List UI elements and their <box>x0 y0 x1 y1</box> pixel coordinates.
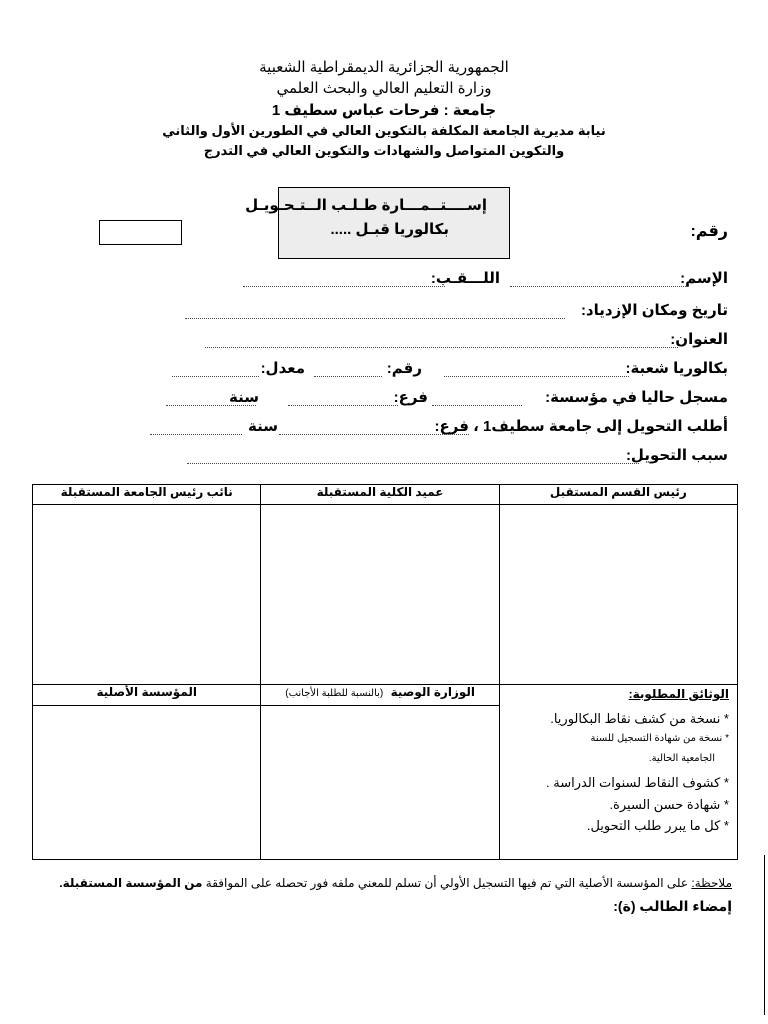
name-label: الإسم: <box>680 270 728 287</box>
doc-item: * شهادة حسن السيرة. <box>609 797 729 812</box>
transfer-label: أطلب التحويل إلى جامعة سطيف1 ، فرع: <box>434 418 728 435</box>
origin-header: المؤسسة الأصلية <box>33 685 261 705</box>
bac-branch-field[interactable] <box>444 376 629 377</box>
reason-label: سبب التحويل: <box>625 447 728 464</box>
enrolled-label: مسجل حاليا في مؤسسة: <box>545 389 728 406</box>
header-republic: الجمهورية الجزائرية الديمقراطية الشعبية <box>259 59 509 76</box>
name-field[interactable] <box>510 286 688 287</box>
doc-item: * كل ما يبرر طلب التحويل. <box>586 818 729 833</box>
approval-header-department: رئيس القسم المستقبل <box>499 485 737 505</box>
docs-header: الوثائق المطلوبة: <box>628 687 729 701</box>
bac-average-label: معدل: <box>260 360 305 377</box>
approvals-table <box>32 484 738 685</box>
enrolled-year-field[interactable] <box>166 405 256 406</box>
enrolled-branch-field[interactable] <box>288 405 398 406</box>
doc-item: الجامعية الحالية. <box>648 753 715 764</box>
approval-header-dean: عميد الكلية المستقبلة <box>261 485 499 505</box>
header-training: والتكوين المتواصل والشهادات والتكوين العالي في التدرج <box>203 143 565 158</box>
birth-label: تاريخ ومكان الإزدياد: <box>580 302 728 319</box>
docs-cell <box>499 685 737 860</box>
birth-field[interactable] <box>185 318 565 319</box>
address-field[interactable] <box>205 347 678 348</box>
bac-number-label: رقم: <box>386 360 422 377</box>
transfer-year-field[interactable] <box>150 434 242 435</box>
address-label: العنوان: <box>670 331 728 348</box>
approval-header-vice-rector: نائب رئيس الجامعة المستقبلة <box>33 485 261 505</box>
header-ministry: وزارة التعليم العالي والبحث العلمي <box>276 80 492 97</box>
form-title: إســــتــمـــارة طـلـب الــتـحـويـل <box>245 197 487 214</box>
bac-average-field[interactable] <box>172 376 259 377</box>
number-field[interactable] <box>99 220 182 245</box>
note-text: على المؤسسة الأصلية التي تم فيها التسجيل الأولي أن تسلم للمعني ملفه فور تحصله على الموافقة <box>202 876 692 890</box>
note-bold: من المؤسسة المستقبلة. <box>59 876 203 890</box>
enrolled-year-label: سنة <box>229 389 259 406</box>
note-label: ملاحظة: <box>691 876 732 890</box>
edge-line <box>764 855 765 1015</box>
approval-cell-dean[interactable] <box>261 505 499 685</box>
enrolled-branch-label: فرع: <box>393 389 428 406</box>
surname-label: اللـــقـب: <box>430 270 500 287</box>
number-label: رقم: <box>690 223 728 240</box>
bac-branch-label: بكالوريا شعبة: <box>625 360 728 377</box>
form-title-box <box>245 187 510 259</box>
note <box>59 876 732 890</box>
transfer-branch-field[interactable] <box>279 434 469 435</box>
lower-table <box>32 685 738 860</box>
reason-field[interactable] <box>187 463 639 464</box>
ministry-header: الوزارة الوصية <box>390 685 475 699</box>
form-subtitle: بكالوريا قبـل ..... <box>330 221 449 238</box>
ministry-note: (بالنسبة للطلبة الأجانب) <box>285 688 384 699</box>
ministry-cell[interactable] <box>261 705 499 859</box>
doc-item: * كشوف النقاط لسنوات الدراسة . <box>546 775 729 790</box>
approval-cell-vice-rector[interactable] <box>33 505 261 685</box>
enrolled-field[interactable] <box>432 405 522 406</box>
ministry-header-cell <box>261 685 499 705</box>
student-signature-label: إمضاء الطالب (ة): <box>613 898 732 914</box>
doc-item: * نسخة من كشف نقاط البكالوريا. <box>550 711 729 726</box>
origin-cell[interactable] <box>33 705 261 859</box>
bac-number-field[interactable] <box>314 376 382 377</box>
transfer-year-label: سنة <box>248 418 278 435</box>
header-university: جامعة : فرحات عباس سطيف 1 <box>271 102 497 119</box>
surname-field[interactable] <box>243 286 445 287</box>
header-directorate: نيابة مديرية الجامعة المكلفة بالتكوين العالي في الطورين الأول والثاني <box>162 123 606 138</box>
approval-cell-department[interactable] <box>499 505 737 685</box>
doc-item: * نسخة من شهادة التسجيل للسنة <box>590 733 729 744</box>
